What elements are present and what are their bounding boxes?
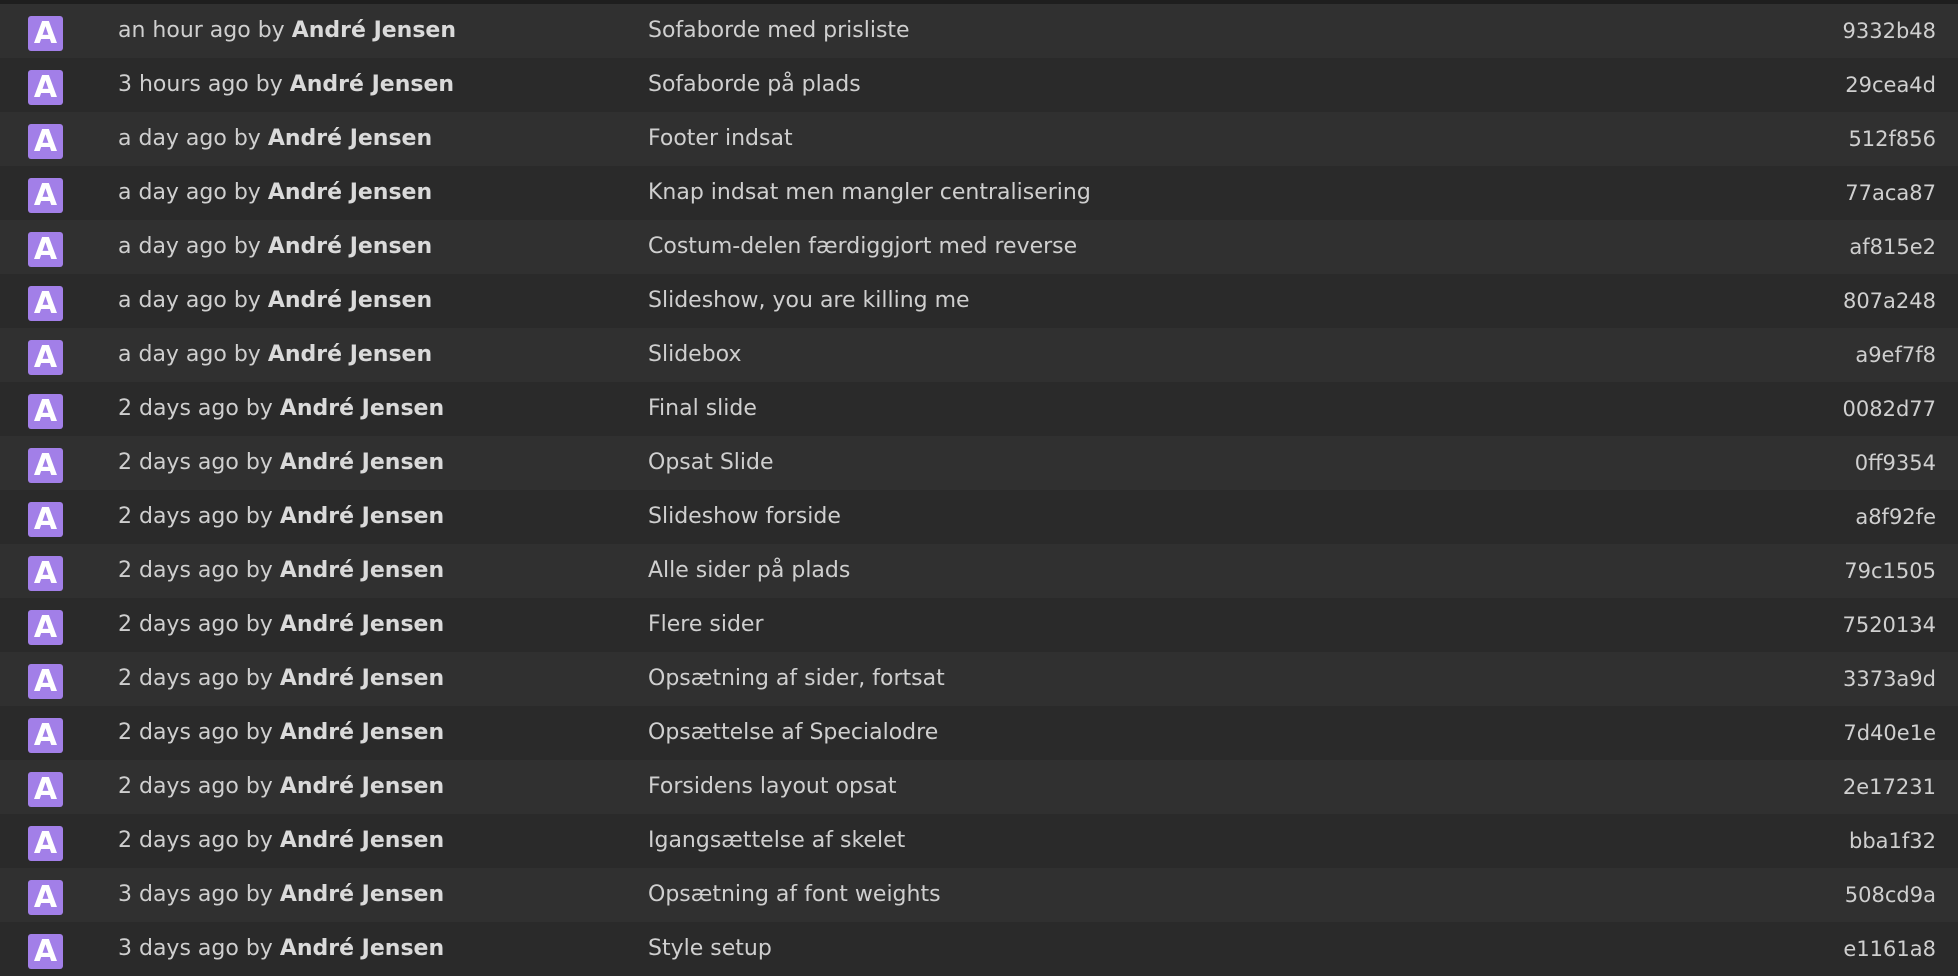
author-avatar[interactable]: A	[28, 394, 63, 429]
commit-hash[interactable]: 0082d77	[1842, 397, 1936, 421]
author-avatar[interactable]: A	[28, 610, 63, 645]
commit-row[interactable]	[0, 652, 1958, 706]
commit-message[interactable]: Style setup	[648, 936, 772, 961]
commit-row[interactable]	[0, 706, 1958, 760]
commit-time: 2 days ago	[118, 504, 239, 529]
commit-by-label: by	[255, 72, 283, 97]
commit-message[interactable]: Opsætning af sider, fortsat	[648, 666, 945, 691]
commit-meta	[118, 868, 444, 922]
commit-meta	[118, 436, 444, 490]
commit-message[interactable]: Slidebox	[648, 342, 742, 367]
commit-message[interactable]: Alle sider på plads	[648, 558, 851, 583]
commit-message[interactable]: Sofaborde på plads	[648, 72, 861, 97]
commit-meta	[118, 814, 444, 868]
commit-author[interactable]: André Jensen	[279, 936, 445, 961]
commit-row[interactable]	[0, 328, 1958, 382]
author-avatar[interactable]: A	[28, 70, 63, 105]
commit-author[interactable]: André Jensen	[279, 450, 445, 475]
commit-by-label: by	[245, 828, 273, 853]
commit-time: 2 days ago	[118, 720, 239, 745]
commit-author[interactable]: André Jensen	[279, 774, 445, 799]
commit-time: 2 days ago	[118, 450, 239, 475]
author-avatar[interactable]: A	[28, 124, 63, 159]
commit-hash[interactable]: 807a248	[1842, 289, 1936, 313]
author-avatar[interactable]: A	[28, 772, 63, 807]
commit-author[interactable]: André Jensen	[279, 882, 445, 907]
author-avatar[interactable]: A	[28, 556, 63, 591]
author-avatar[interactable]: A	[28, 448, 63, 483]
commit-hash[interactable]: 7d40e1e	[1843, 721, 1936, 745]
commit-by-label: by	[245, 936, 273, 961]
commit-hash[interactable]: a9ef7f8	[1855, 343, 1936, 367]
commit-by-label: by	[245, 882, 273, 907]
commit-time: a day ago	[118, 342, 227, 367]
commit-row[interactable]	[0, 436, 1958, 490]
commit-message[interactable]: Igangsættelse af skelet	[648, 828, 906, 853]
author-avatar[interactable]: A	[28, 340, 63, 375]
commit-row[interactable]	[0, 220, 1958, 274]
commit-time: 2 days ago	[118, 558, 239, 583]
commit-row[interactable]	[0, 382, 1958, 436]
commit-hash[interactable]: 512f856	[1848, 127, 1936, 151]
commit-time: 3 hours ago	[118, 72, 249, 97]
commit-author[interactable]: André Jensen	[267, 342, 433, 367]
commit-by-label: by	[245, 450, 273, 475]
commit-row[interactable]	[0, 598, 1958, 652]
commit-hash[interactable]: 3373a9d	[1842, 667, 1936, 691]
commit-meta	[118, 58, 454, 112]
commit-message[interactable]: Footer indsat	[648, 126, 793, 151]
commit-by-label: by	[233, 342, 261, 367]
commit-by-label: by	[245, 504, 273, 529]
commit-meta	[118, 220, 432, 274]
commit-time: 2 days ago	[118, 612, 239, 637]
commit-by-label: by	[257, 18, 285, 43]
author-avatar[interactable]: A	[28, 502, 63, 537]
commit-hash[interactable]: e1161a8	[1843, 937, 1936, 961]
commit-row[interactable]	[0, 760, 1958, 814]
commit-meta	[118, 166, 432, 220]
commit-meta	[118, 4, 456, 58]
commit-message[interactable]: Knap indsat men mangler centralisering	[648, 180, 1091, 205]
commit-row[interactable]	[0, 112, 1958, 166]
commit-meta	[118, 760, 444, 814]
author-avatar[interactable]: A	[28, 934, 63, 969]
commit-row[interactable]	[0, 166, 1958, 220]
commit-meta	[118, 652, 444, 706]
author-avatar[interactable]: A	[28, 286, 63, 321]
commit-meta	[118, 112, 432, 166]
commit-meta	[118, 382, 444, 436]
commit-message[interactable]: Final slide	[648, 396, 757, 421]
commit-list	[0, 4, 1958, 976]
commit-author[interactable]: André Jensen	[279, 828, 445, 853]
commit-meta	[118, 328, 432, 382]
author-avatar[interactable]: A	[28, 16, 63, 51]
commit-hash[interactable]: 7520134	[1842, 613, 1936, 637]
author-avatar[interactable]: A	[28, 178, 63, 213]
commit-hash[interactable]: af815e2	[1849, 235, 1936, 259]
author-avatar[interactable]: A	[28, 826, 63, 861]
commit-time: 3 days ago	[118, 882, 239, 907]
commit-by-label: by	[245, 666, 273, 691]
commit-by-label: by	[245, 558, 273, 583]
commit-meta	[118, 598, 444, 652]
commit-by-label: by	[245, 774, 273, 799]
commit-by-label: by	[245, 612, 273, 637]
commit-hash[interactable]: 0ff9354	[1854, 451, 1936, 475]
commit-meta	[118, 274, 432, 328]
commit-author[interactable]: André Jensen	[267, 180, 433, 205]
author-avatar[interactable]: A	[28, 664, 63, 699]
commit-row[interactable]	[0, 490, 1958, 544]
commit-message[interactable]: Slideshow, you are killing me	[648, 288, 970, 313]
commit-row[interactable]	[0, 274, 1958, 328]
author-avatar[interactable]: A	[28, 880, 63, 915]
commit-by-label: by	[233, 126, 261, 151]
commit-message[interactable]: Opsat Slide	[648, 450, 774, 475]
commit-author[interactable]: André Jensen	[279, 504, 445, 529]
commit-message[interactable]: Slideshow forside	[648, 504, 841, 529]
commit-author[interactable]: André Jensen	[279, 396, 445, 421]
commit-row[interactable]	[0, 58, 1958, 112]
commit-meta	[118, 922, 444, 976]
commit-hash[interactable]: bba1f32	[1848, 829, 1936, 853]
author-avatar[interactable]: A	[28, 232, 63, 267]
commit-author[interactable]: André Jensen	[279, 612, 445, 637]
commit-row[interactable]	[0, 922, 1958, 976]
commit-time: a day ago	[118, 288, 227, 313]
commit-time: an hour ago	[118, 18, 251, 43]
commit-row[interactable]	[0, 4, 1958, 58]
commit-message[interactable]: Opsætning af font weights	[648, 882, 941, 907]
commit-message[interactable]: Forsidens layout opsat	[648, 774, 897, 799]
commit-by-label: by	[233, 180, 261, 205]
commit-author[interactable]: André Jensen	[267, 126, 433, 151]
commit-author[interactable]: André Jensen	[279, 720, 445, 745]
commit-time: a day ago	[118, 180, 227, 205]
commit-hash[interactable]: 508cd9a	[1844, 883, 1936, 907]
commit-message[interactable]: Costum-delen færdiggjort med reverse	[648, 234, 1078, 259]
commit-author[interactable]: André Jensen	[267, 234, 433, 259]
commit-row[interactable]	[0, 868, 1958, 922]
author-avatar[interactable]: A	[28, 718, 63, 753]
commit-by-label: by	[245, 720, 273, 745]
commit-meta	[118, 706, 444, 760]
commit-time: a day ago	[118, 234, 227, 259]
commit-author[interactable]: André Jensen	[279, 666, 445, 691]
commit-time: 3 days ago	[118, 936, 239, 961]
commit-author[interactable]: André Jensen	[279, 558, 445, 583]
commit-meta	[118, 490, 444, 544]
commit-row[interactable]	[0, 814, 1958, 868]
commit-message[interactable]: Sofaborde med prisliste	[648, 18, 910, 43]
commit-meta	[118, 544, 444, 598]
commit-author[interactable]: André Jensen	[291, 18, 457, 43]
commit-author[interactable]: André Jensen	[267, 288, 433, 313]
commit-by-label: by	[245, 396, 273, 421]
commit-hash[interactable]: 9332b48	[1842, 19, 1936, 43]
commit-message[interactable]: Flere sider	[648, 612, 764, 637]
commit-message[interactable]: Opsættelse af Specialodre	[648, 720, 939, 745]
commit-time: 2 days ago	[118, 666, 239, 691]
commit-by-label: by	[233, 234, 261, 259]
commit-time: a day ago	[118, 126, 227, 151]
commit-hash[interactable]: 77aca87	[1845, 181, 1936, 205]
commit-hash[interactable]: 2e17231	[1842, 775, 1936, 799]
commit-row[interactable]	[0, 544, 1958, 598]
commit-hash[interactable]: a8f92fe	[1855, 505, 1936, 529]
commit-hash[interactable]: 29cea4d	[1845, 73, 1936, 97]
commit-time: 2 days ago	[118, 774, 239, 799]
commit-author[interactable]: André Jensen	[289, 72, 455, 97]
commit-hash[interactable]: 79c1505	[1844, 559, 1936, 583]
commit-time: 2 days ago	[118, 396, 239, 421]
commit-by-label: by	[233, 288, 261, 313]
commit-time: 2 days ago	[118, 828, 239, 853]
